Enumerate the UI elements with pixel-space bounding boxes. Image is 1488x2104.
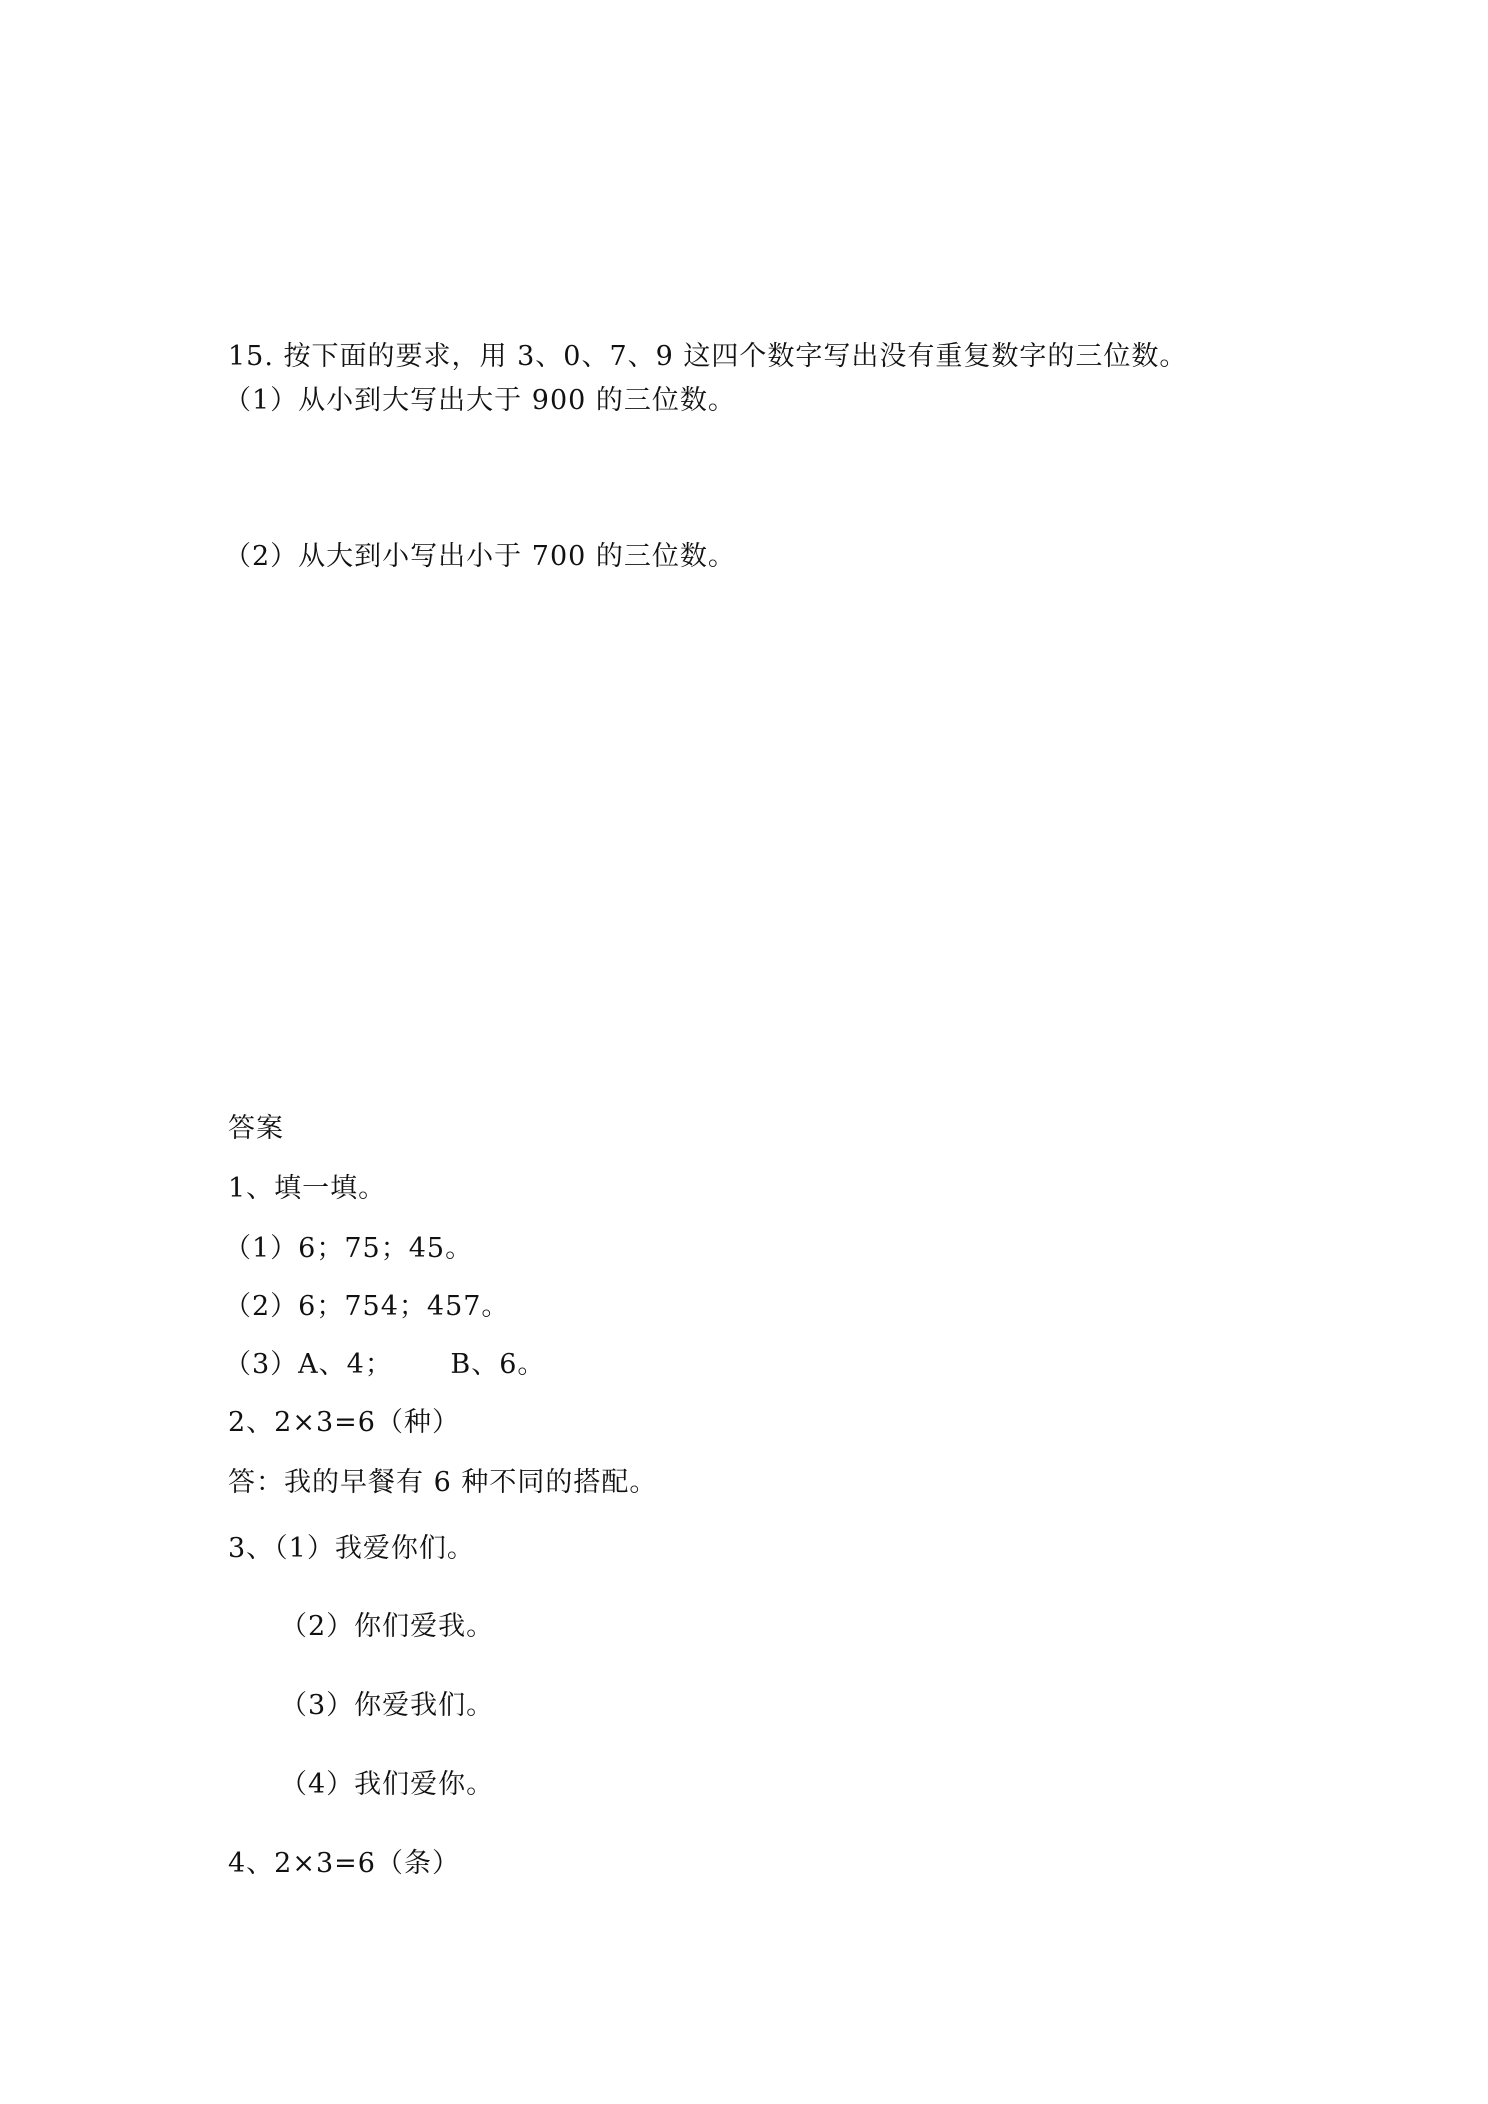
answer-1-part-1: （1）6；75；45。 <box>224 1233 474 1264</box>
answer-2-statement: 答：我的早餐有 6 种不同的搭配。 <box>228 1467 658 1498</box>
answer-1-part-2: （2）6；754；457。 <box>224 1291 510 1322</box>
answers-heading: 答案 <box>228 1113 284 1144</box>
question-15-part-1: （1）从小到大写出大于 900 的三位数。 <box>224 385 736 416</box>
answer-3-part-2: （2）你们爱我。 <box>280 1611 495 1642</box>
answer-1-title: 1、填一填。 <box>228 1173 387 1204</box>
answer-1-part-3: （3）A、4； B、6。 <box>224 1349 546 1380</box>
answer-3-part-4: （4）我们爱你。 <box>280 1769 495 1800</box>
answer-3-part-1: 3、（1）我爱你们。 <box>228 1533 475 1564</box>
answer-4-formula: 4、2×3=6（条） <box>228 1848 460 1879</box>
question-15-title: 15. 按下面的要求，用 3、0、7、9 这四个数字写出没有重复数字的三位数。 <box>228 341 1188 372</box>
answer-2-formula: 2、2×3=6（种） <box>228 1407 460 1438</box>
answer-3-part-3: （3）你爱我们。 <box>280 1690 495 1721</box>
question-15-part-2: （2）从大到小写出小于 700 的三位数。 <box>224 541 736 572</box>
